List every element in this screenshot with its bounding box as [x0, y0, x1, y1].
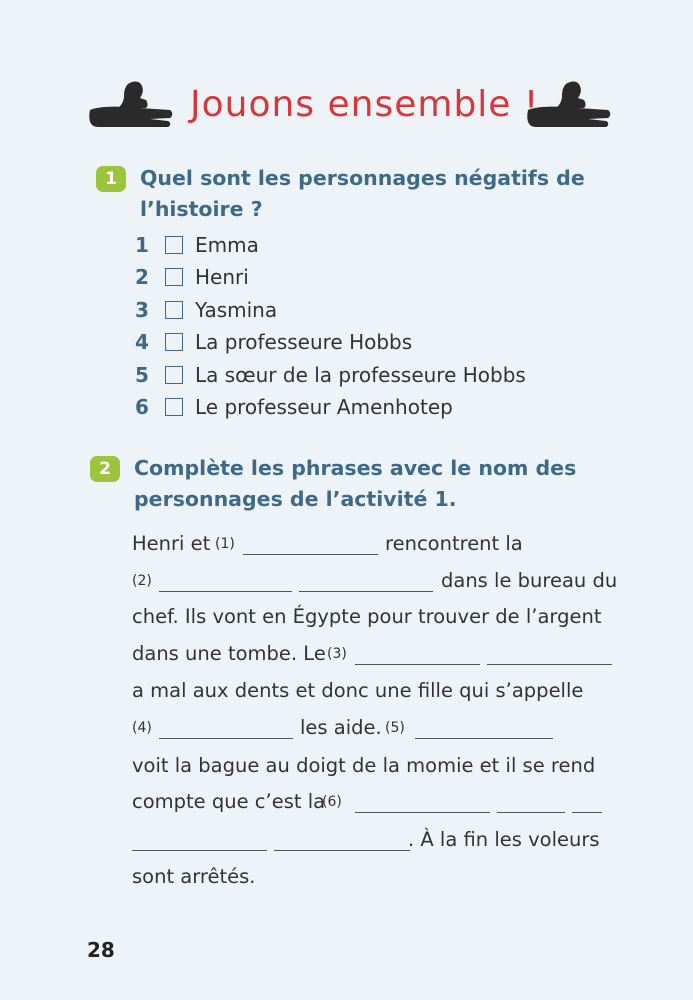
text: chef. Ils vont en Égypte pour trouver de l’argent [132, 605, 602, 628]
blank-number: (4) [132, 720, 152, 736]
text: rencontrent la [385, 532, 523, 555]
checkbox[interactable] [165, 236, 183, 254]
question-line: l’histoire ? [140, 197, 263, 221]
question-line: Quel sont les personnages négatifs de [140, 166, 585, 190]
checkbox[interactable] [165, 398, 183, 416]
option-5[interactable] [135, 361, 526, 389]
question-line: personnages de l’activité 1. [134, 487, 457, 511]
blank-6d[interactable] [132, 850, 267, 851]
page-number: 28 [87, 938, 115, 962]
blank-6a[interactable] [355, 812, 490, 813]
activity-number-badge: 1 [96, 166, 126, 192]
option-label: Henri [195, 265, 249, 289]
sphinx-icon [526, 80, 614, 130]
blank-4[interactable] [159, 738, 293, 739]
text: compte que c’est la [132, 790, 326, 813]
option-label: Yasmina [195, 298, 278, 322]
text: sont arrêtés. [132, 865, 256, 888]
option-label: La professeure Hobbs [195, 330, 413, 354]
checkbox[interactable] [165, 333, 183, 351]
option-label: Le professeur Amenhotep [195, 395, 453, 419]
text: . À la fin les voleurs [408, 828, 600, 851]
blank-1[interactable] [243, 554, 378, 555]
text: Henri et [132, 532, 211, 555]
option-number: 1 [135, 233, 149, 257]
option-6[interactable] [135, 393, 453, 421]
blank-number: (3) [327, 646, 347, 662]
blank-3a[interactable] [355, 664, 480, 665]
text: a mal aux dents et donc une fille qui s’appelle [132, 679, 584, 702]
text: dans le bureau du [441, 569, 618, 592]
option-number: 5 [135, 363, 149, 387]
option-label: Emma [195, 233, 259, 257]
blank-6b[interactable] [497, 812, 565, 813]
activity-number-badge: 2 [90, 456, 120, 482]
blank-2b[interactable] [299, 591, 433, 592]
activity-question [134, 453, 576, 515]
blank-2a[interactable] [159, 591, 292, 592]
sphinx-icon [88, 80, 176, 130]
option-1[interactable] [135, 231, 259, 259]
option-label: La sœur de la professeure Hobbs [195, 363, 526, 387]
blank-5[interactable] [415, 738, 553, 739]
option-3[interactable] [135, 296, 277, 324]
blank-number: (1) [215, 536, 235, 552]
option-number: 6 [135, 395, 149, 419]
text: les aide. [300, 716, 382, 739]
blank-6c[interactable] [572, 812, 602, 813]
checkbox[interactable] [165, 366, 183, 384]
blank-number: (2) [132, 573, 152, 589]
option-number: 2 [135, 265, 149, 289]
option-number: 4 [135, 330, 149, 354]
text: dans une tombe. Le [132, 642, 326, 665]
text: voit la bague au doigt de la momie et il se rend [132, 754, 596, 777]
option-2[interactable] [135, 263, 249, 291]
blank-number: (6) [322, 794, 342, 810]
option-number: 3 [135, 298, 149, 322]
checkbox[interactable] [165, 301, 183, 319]
question-line: Complète les phrases avec le nom des [134, 456, 577, 480]
activity-question [140, 163, 585, 225]
checkbox[interactable] [165, 268, 183, 286]
blank-3b[interactable] [487, 664, 612, 665]
blank-number: (5) [385, 720, 405, 736]
page-title: Jouons ensemble ! [190, 84, 540, 125]
option-4[interactable] [135, 328, 412, 356]
blank-6e[interactable] [274, 850, 410, 851]
